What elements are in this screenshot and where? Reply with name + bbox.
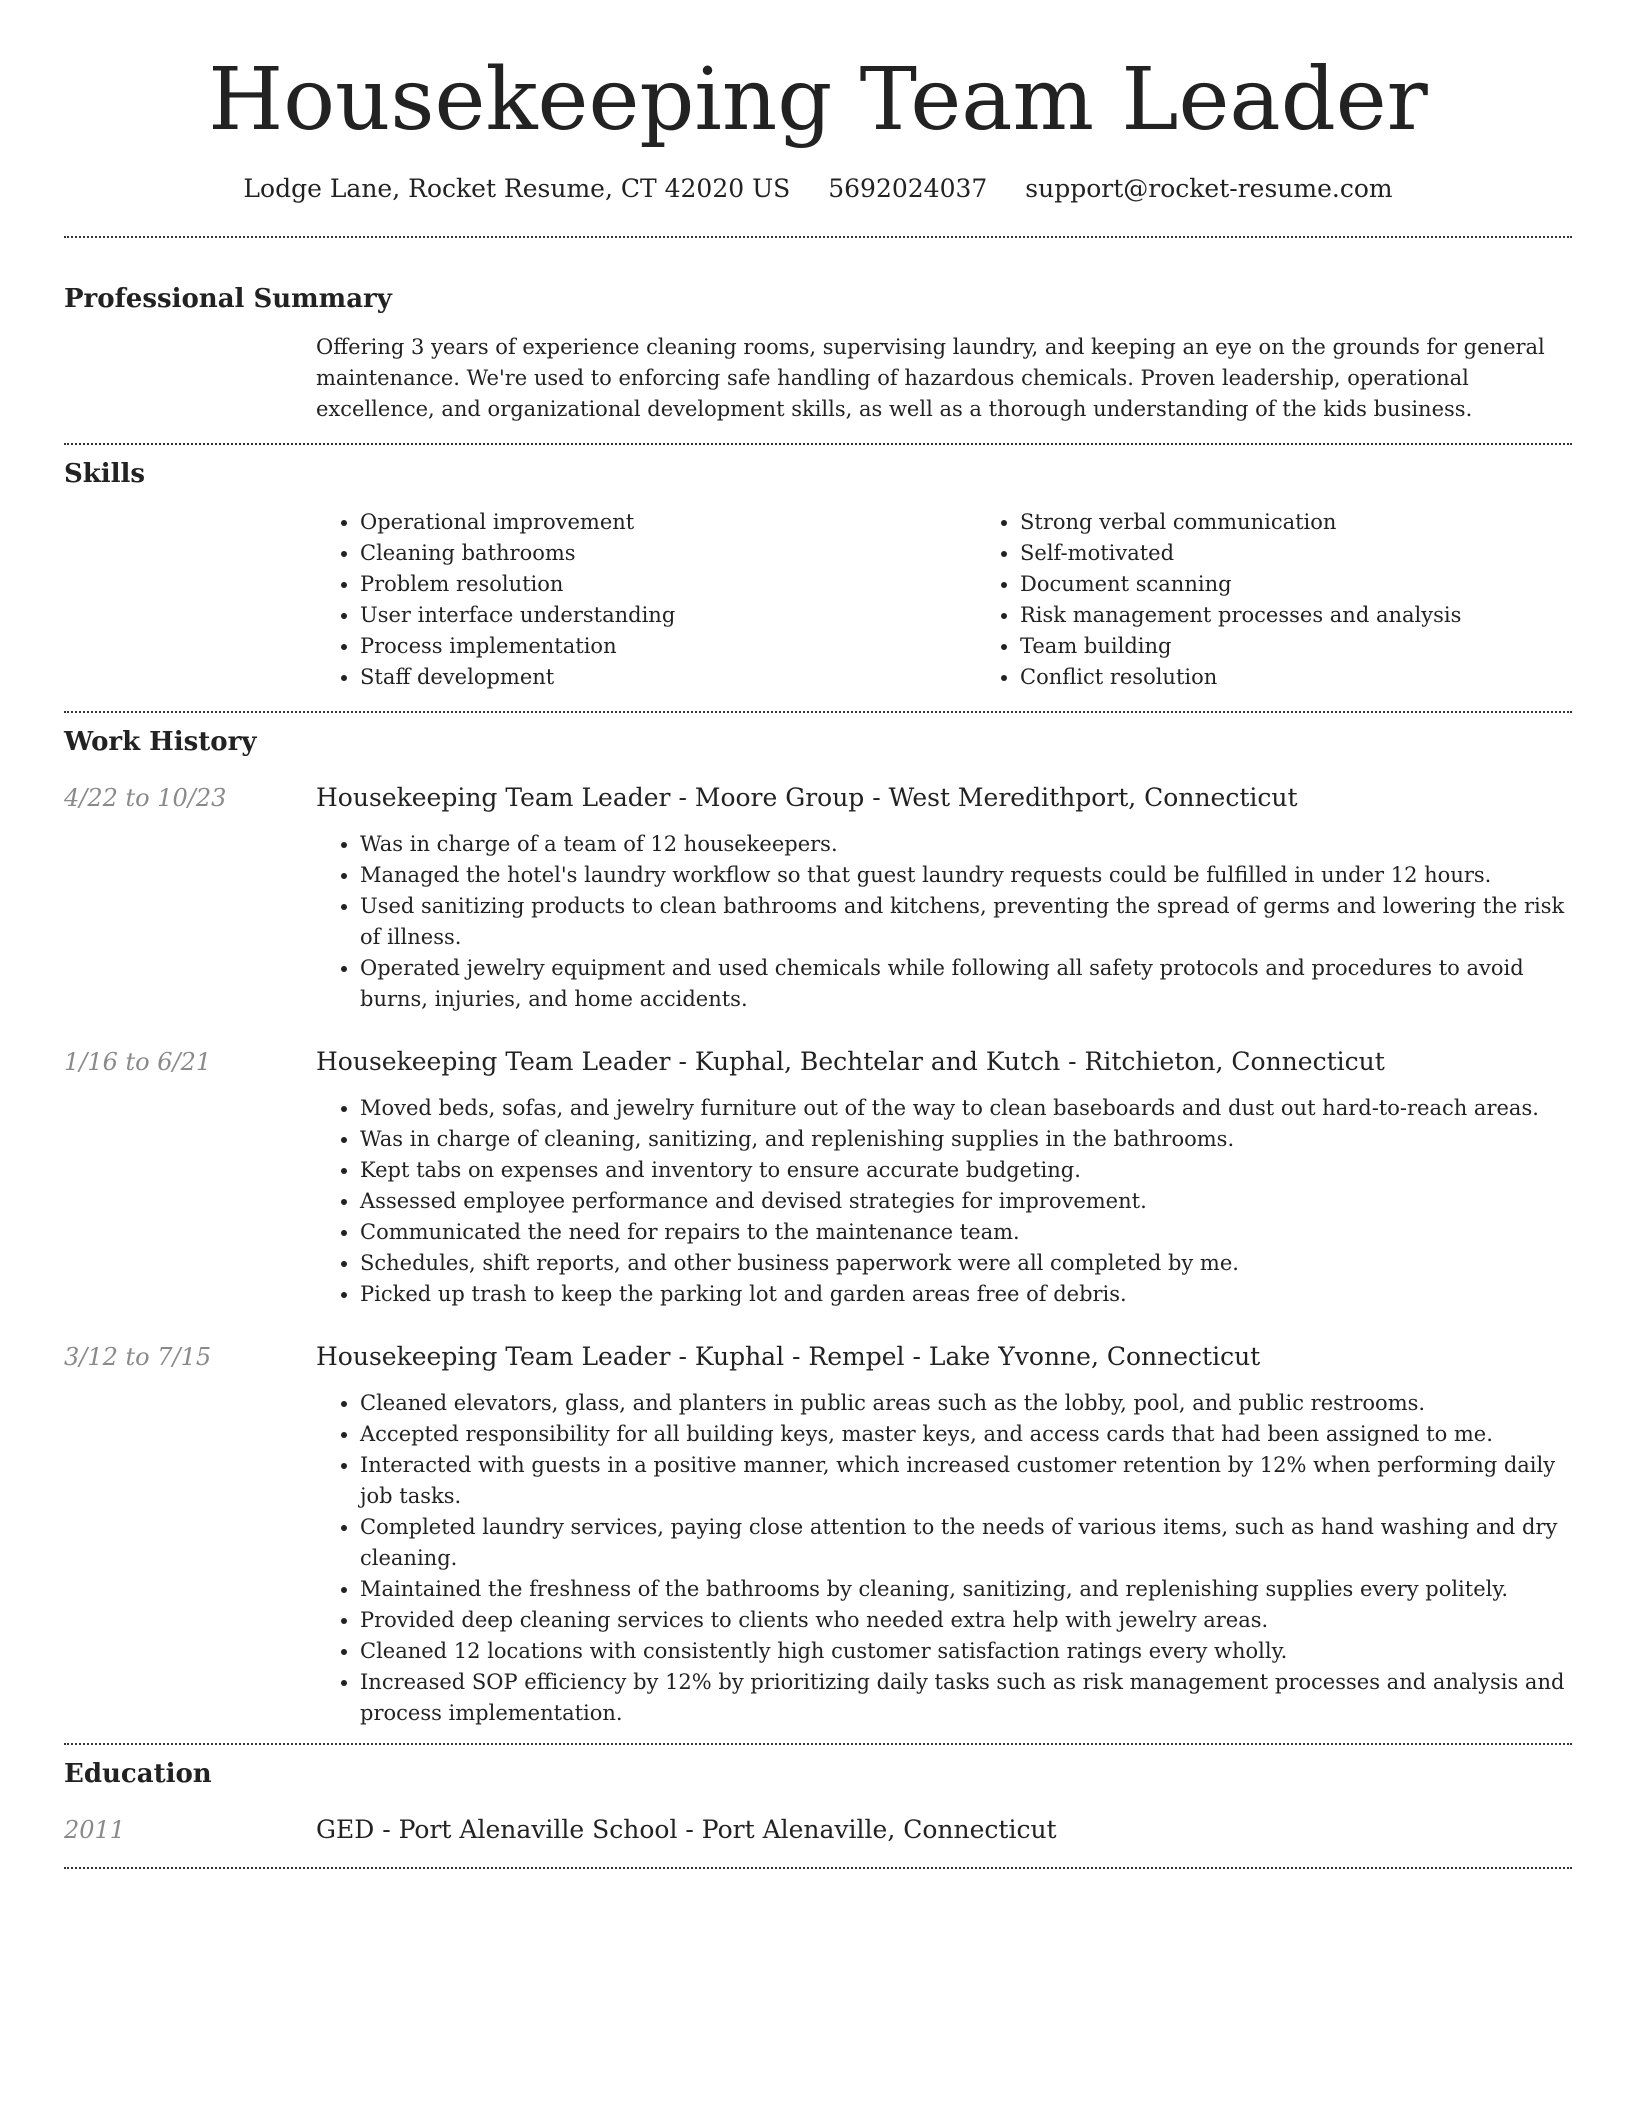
job-bullet: • Accepted responsibility for all building keys, master keys, and access cards that had been assigned to me. (360, 1419, 1572, 1450)
divider (64, 443, 1572, 445)
education-entry: GED - Port Alenaville School - Port Alenaville, Connecticut (316, 1815, 1057, 1844)
candidate-name: Housekeeping Team Leader (208, 50, 1428, 150)
job-bullet: • Picked up trash to keep the parking lot and garden areas free of debris. (360, 1279, 1572, 1310)
job-bullet: • Schedules, shift reports, and other business paperwork were all completed by me. (360, 1248, 1572, 1279)
job-bullet: • Provided deep cleaning services to clients who needed extra help with jewelry areas. (360, 1605, 1572, 1636)
job-bullet: • Kept tabs on expenses and inventory to ensure accurate budgeting. (360, 1155, 1572, 1186)
job-entry (64, 1340, 1572, 1729)
job-bullet: • Used sanitizing products to clean bathrooms and kitchens, preventing the spread of germs and lowering the risk of illness. (360, 891, 1572, 953)
job-dates: 1/16 to 6/21 (64, 1048, 212, 1076)
job-bullet: • Moved beds, sofas, and jewelry furniture out of the way to clean baseboards and dust out hard-to-reach areas. (360, 1093, 1572, 1124)
divider (64, 1867, 1572, 1869)
contact-line (64, 172, 1572, 206)
job-bullet: • Managed the hotel's laundry workflow so that guest laundry requests could be fulfilled in under 12 hours. (360, 860, 1572, 891)
job-bullet: • Interacted with guests in a positive manner, which increased customer retention by 12% when performing daily job tasks. (360, 1450, 1572, 1512)
skill-item: • Team building (1020, 631, 1632, 662)
skill-item: • Document scanning (1020, 569, 1632, 600)
email: support@rocket-resume.com (1025, 174, 1393, 203)
phone: 5692024037 (828, 174, 988, 203)
skills-list-left (316, 507, 976, 693)
education-heading: Education (64, 1759, 212, 1789)
job-entry (64, 781, 1572, 1015)
divider (64, 236, 1572, 238)
job-title: Housekeeping Team Leader - Kuphal, Bechtelar and Kutch - Ritchieton, Connecticut (316, 1047, 1385, 1076)
skill-item: • Risk management processes and analysis (1020, 600, 1632, 631)
job-bullets (316, 1093, 1572, 1310)
education-date: 2011 (64, 1816, 126, 1844)
divider (64, 711, 1572, 713)
skill-item: • Conflict resolution (1020, 662, 1632, 693)
divider (64, 1743, 1572, 1745)
summary-section (64, 282, 1572, 425)
job-bullets (316, 829, 1572, 1015)
skill-item: • Strong verbal communication (1020, 507, 1632, 538)
job-dates: 4/22 to 10/23 (64, 784, 227, 812)
job-entry (64, 1045, 1572, 1310)
skill-item: • Self-motivated (1020, 538, 1632, 569)
skills-section (64, 457, 1572, 693)
job-bullet: • Cleaned elevators, glass, and planters in public areas such as the lobby, pool, and public restrooms. (360, 1388, 1572, 1419)
job-dates: 3/12 to 7/15 (64, 1343, 212, 1371)
work-history-heading: Work History (64, 727, 257, 757)
skill-item: • Staff development (360, 662, 976, 693)
education-section (64, 1757, 1572, 1847)
job-bullet: • Communicated the need for repairs to the maintenance team. (360, 1217, 1572, 1248)
job-bullet: • Increased SOP efficiency by 12% by prioritizing daily tasks such as risk management processes and analysis and process implementation. (360, 1667, 1572, 1729)
skills-list-right (976, 507, 1632, 693)
job-bullet: • Assessed employee performance and devised strategies for improvement. (360, 1186, 1572, 1217)
resume-page (64, 0, 1572, 1869)
skills-heading: Skills (64, 459, 146, 489)
job-bullet: • Cleaned 12 locations with consistently high customer satisfaction ratings every wholly. (360, 1636, 1572, 1667)
job-bullet: • Was in charge of a team of 12 housekeepers. (360, 829, 1572, 860)
skill-item: • User interface understanding (360, 600, 976, 631)
job-bullet: • Maintained the freshness of the bathrooms by cleaning, sanitizing, and replenishing supplies every politely. (360, 1574, 1572, 1605)
job-bullet: • Was in charge of cleaning, sanitizing, and replenishing supplies in the bathrooms. (360, 1124, 1572, 1155)
job-bullet: • Completed laundry services, paying close attention to the needs of various items, such as hand washing and dry cleaning. (360, 1512, 1572, 1574)
skill-item: • Cleaning bathrooms (360, 538, 976, 569)
job-title: Housekeeping Team Leader - Moore Group - West Meredithport, Connecticut (316, 783, 1298, 812)
job-bullets (316, 1388, 1572, 1729)
summary-text: Offering 3 years of experience cleaning rooms, supervising laundry, and keeping an eye on the grounds for general maintenance. We're used to enforcing safe handling of hazardous chemicals. Proven leadership, operational excellence, and organizational development skills, as well as a thorough understanding of the kids business. (316, 335, 1545, 421)
skill-item: • Problem resolution (360, 569, 976, 600)
job-title: Housekeeping Team Leader - Kuphal - Rempel - Lake Yvonne, Connecticut (316, 1342, 1261, 1371)
skill-item: • Process implementation (360, 631, 976, 662)
summary-heading: Professional Summary (64, 284, 392, 314)
job-bullet: • Operated jewelry equipment and used chemicals while following all safety protocols and procedures to avoid burns, injuries, and home accidents. (360, 953, 1572, 1015)
address: Lodge Lane, Rocket Resume, CT 42020 US (243, 174, 791, 203)
work-history-section (64, 725, 1572, 1729)
skill-item: • Operational improvement (360, 507, 976, 538)
